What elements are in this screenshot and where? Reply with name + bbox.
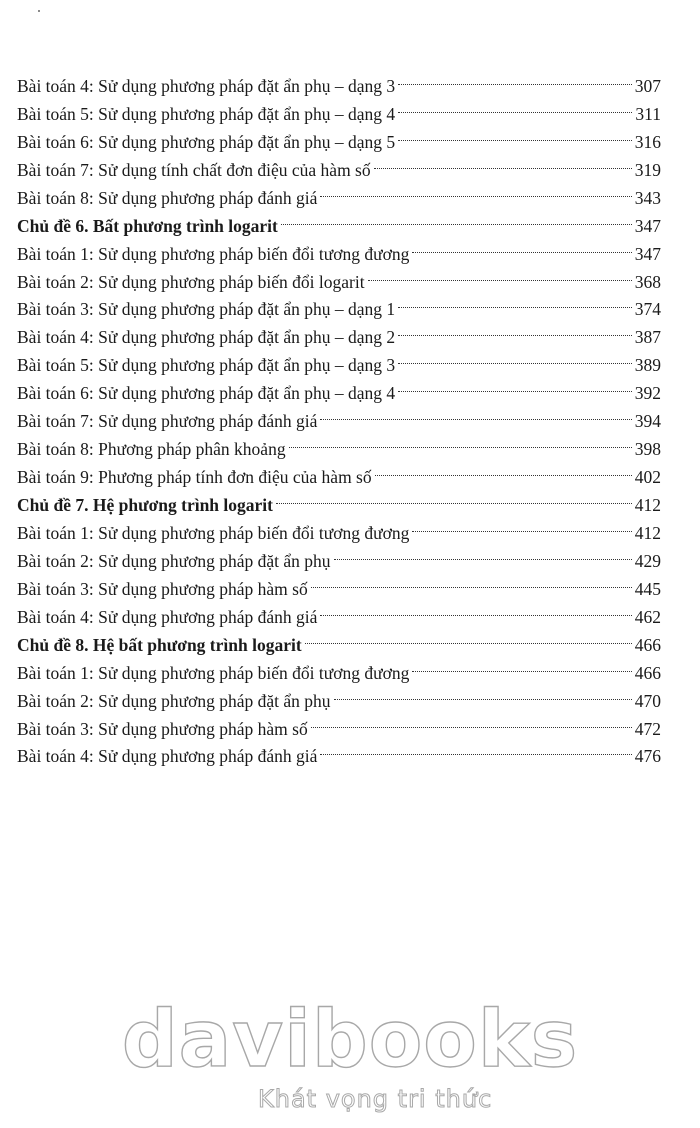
- toc-page-number: 476: [634, 746, 661, 767]
- toc-entry-title: Bài toán 1: Sử dụng phương pháp biến đổi tương đương: [17, 243, 410, 264]
- toc-entry-title: Bài toán 1: Sử dụng phương pháp biến đổi tương đương: [17, 662, 410, 683]
- toc-page-number: 368: [634, 271, 661, 292]
- toc-entry-title: Bài toán 7: Sử dụng phương pháp đánh giá: [17, 411, 318, 432]
- dot-leader: [320, 399, 631, 427]
- toc-entry-title: Bài toán 2: Sử dụng phương pháp đặt ẩn phụ: [17, 550, 331, 571]
- toc-entry-title: Bài toán 4: Sử dụng phương pháp đánh giá: [17, 606, 318, 627]
- toc-page-number: 343: [634, 187, 661, 208]
- dot-leader: [398, 343, 632, 371]
- dot-leader: [281, 204, 632, 232]
- toc-page-number: 466: [634, 662, 661, 683]
- dot-leader: [398, 315, 632, 343]
- toc-page-number: 389: [634, 355, 661, 376]
- toc-entry-title: Bài toán 8: Phương pháp phân khoảng: [17, 439, 286, 460]
- toc-entry-title: Bài toán 8: Sử dụng phương pháp đánh giá: [17, 187, 318, 208]
- dot-leader: [320, 735, 631, 763]
- toc-page-number: 412: [634, 522, 661, 543]
- watermark-slogan: Khát vọng tri thức: [258, 1085, 493, 1113]
- dot-leader: [305, 623, 632, 651]
- toc-entry-title: Bài toán 3: Sử dụng phương pháp hàm số: [17, 578, 308, 599]
- table-of-contents: [17, 64, 661, 767]
- toc-page-number: 316: [634, 131, 661, 152]
- scan-speck: [38, 10, 40, 12]
- toc-entry-title: Bài toán 7: Sử dụng tính chất đơn điệu của hàm số: [17, 159, 371, 180]
- dot-leader: [311, 707, 632, 735]
- toc-page-number: 402: [634, 467, 661, 488]
- dot-leader: [412, 651, 631, 679]
- toc-entry-title: Bài toán 3: Sử dụng phương pháp hàm số: [17, 718, 308, 739]
- toc-entry-title: Bài toán 2: Sử dụng phương pháp biến đổi logarit: [17, 271, 365, 292]
- dot-leader: [320, 595, 631, 623]
- toc-entry-title: Bài toán 1: Sử dụng phương pháp biến đổi tương đương: [17, 522, 410, 543]
- toc-entry-title: Chủ đề 8. Hệ bất phương trình logarit: [17, 634, 302, 655]
- toc-page-number: 394: [634, 411, 661, 432]
- toc-entry-title: Bài toán 5: Sử dụng phương pháp đặt ẩn phụ – dạng 3: [17, 355, 396, 376]
- toc-page-number: 470: [634, 690, 661, 711]
- toc-page-number: 445: [634, 578, 661, 599]
- dot-leader: [398, 371, 632, 399]
- toc-entry-title: Bài toán 3: Sử dụng phương pháp đặt ẩn phụ – dạng 1: [17, 299, 396, 320]
- watermark-brand: davibooks: [121, 995, 579, 1085]
- toc-entry-title: Bài toán 6: Sử dụng phương pháp đặt ẩn phụ – dạng 5: [17, 131, 396, 152]
- toc-page-number: 347: [634, 215, 661, 236]
- toc-page-number: 319: [634, 159, 661, 180]
- dot-leader: [374, 148, 632, 176]
- dot-leader: [334, 679, 632, 707]
- toc-entry-title: Bài toán 4: Sử dụng phương pháp đặt ẩn phụ – dạng 3: [17, 75, 396, 96]
- dot-leader: [412, 232, 631, 260]
- toc-page-number: 472: [634, 718, 661, 739]
- toc-page-number: 347: [634, 243, 661, 264]
- dot-leader: [375, 455, 632, 483]
- toc-entry-title: Chủ đề 7. Hệ phương trình logarit: [17, 495, 273, 515]
- dot-leader: [412, 511, 631, 539]
- toc-page-number: 398: [634, 439, 661, 460]
- toc-entry-title: Bài toán 9: Phương pháp tính đơn điệu của hàm số: [17, 467, 372, 488]
- toc-page-number: 412: [634, 495, 661, 515]
- dot-leader: [289, 427, 632, 455]
- dot-leader: [398, 120, 632, 148]
- dot-leader: [276, 483, 632, 511]
- toc-page-number: 374: [634, 299, 661, 320]
- dot-leader: [398, 92, 632, 120]
- dot-leader: [311, 567, 632, 595]
- toc-entry-row: [17, 64, 661, 96]
- toc-entry-title: Bài toán 4: Sử dụng phương pháp đặt ẩn phụ – dạng 2: [17, 327, 396, 348]
- toc-page-number: 311: [635, 103, 661, 124]
- dot-leader: [398, 64, 632, 92]
- toc-page-number: 387: [634, 327, 661, 348]
- toc-page-number: 307: [634, 75, 661, 96]
- dot-leader: [398, 288, 632, 316]
- dot-leader: [368, 260, 632, 288]
- dot-leader: [320, 176, 631, 204]
- dot-leader: [334, 539, 632, 567]
- toc-page-number: 466: [634, 634, 661, 655]
- toc-entry-title: Bài toán 6: Sử dụng phương pháp đặt ẩn phụ – dạng 4: [17, 383, 396, 404]
- toc-entry-title: Chủ đề 6. Bất phương trình logarit: [17, 215, 278, 236]
- toc-page-number: 392: [634, 383, 661, 404]
- toc-entry-title: Bài toán 4: Sử dụng phương pháp đánh giá: [17, 746, 318, 767]
- toc-page-number: 429: [634, 550, 661, 571]
- toc-entry-title: Bài toán 2: Sử dụng phương pháp đặt ẩn phụ: [17, 690, 331, 711]
- toc-entry-title: Bài toán 5: Sử dụng phương pháp đặt ẩn phụ – dạng 4: [17, 103, 396, 124]
- toc-page-number: 462: [634, 606, 661, 627]
